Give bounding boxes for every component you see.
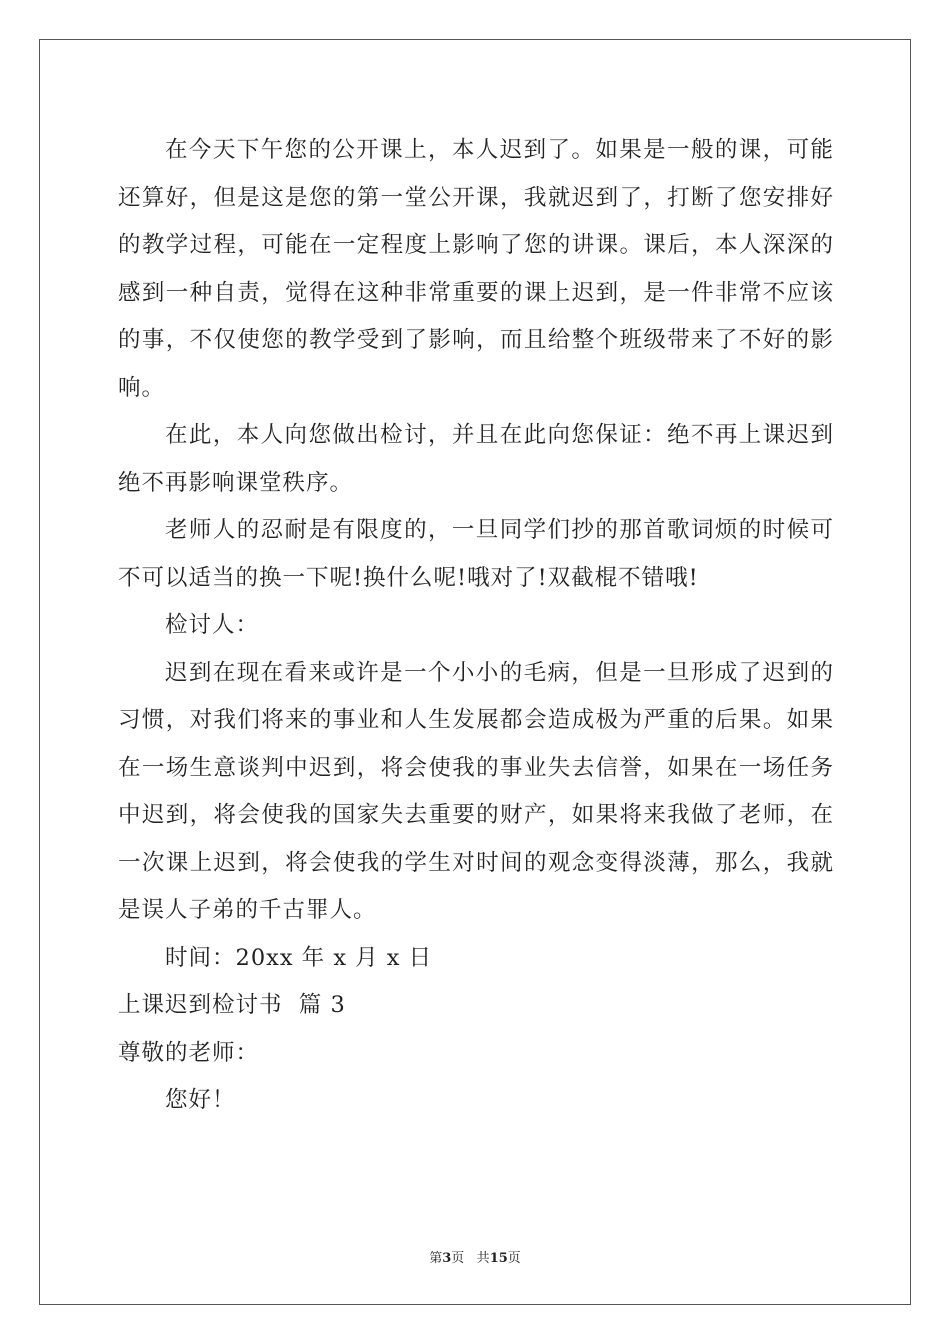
paragraph-teacher-patience: 老师人的忍耐是有限度的，一旦同学们抄的那首歌词烦的时候可不可以适当的换一下呢!换什么呢!哦对了!双截棍不错哦! — [118, 517, 834, 591]
salutation: 尊敬的老师： — [118, 1039, 260, 1066]
total-suffix: 页 — [507, 1251, 521, 1266]
paragraph-apology-lateness: 在今天下午您的公开课上，本人迟到了。如果是一般的课，可能还算好，但是这是您的第一堂公开课，我就迟到了，打断了您安排好的教学过程，可能在一定程度上影响了您的讲课。课后，本人深深的感到一种自责，觉得在这种非常重要的课上迟到，是一件非常不应该的事，不仅使您的教学受到了影响，而且给整个班级带来了不好的影响。 — [118, 137, 834, 401]
date-line: 时间：20xx 年 x 月 x 日 — [165, 944, 433, 971]
page-prefix: 第 — [429, 1251, 443, 1266]
page-number: 3 — [442, 1251, 452, 1266]
document-body — [118, 127, 834, 1125]
signature-label: 检讨人： — [165, 612, 260, 638]
section-heading: 上课迟到检讨书 篇 3 — [118, 992, 346, 1018]
paragraph-promise: 在此，本人向您做出检讨，并且在此向您保证：绝不再上课迟到绝不再影响课堂秩序。 — [118, 422, 834, 496]
page-footer — [0, 1247, 950, 1266]
total-prefix: 共 — [476, 1251, 490, 1266]
page-suffix: 页 — [451, 1251, 465, 1266]
total-pages: 15 — [489, 1251, 508, 1266]
greeting: 您好！ — [165, 1087, 236, 1113]
paragraph-consequences: 迟到在现在看来或许是一个小小的毛病，但是一旦形成了迟到的习惯，对我们将来的事业和人生发展都会造成极为严重的后果。如果在一场生意谈判中迟到，将会使我的事业失去信誉，如果在一场任务中迟到，将会使我的国家失去重要的财产，如果将来我做了老师，在一次课上迟到，将会使我的学生对时间的观念变得淡薄，那么，我就是误人子弟的千古罪人。 — [118, 659, 834, 923]
